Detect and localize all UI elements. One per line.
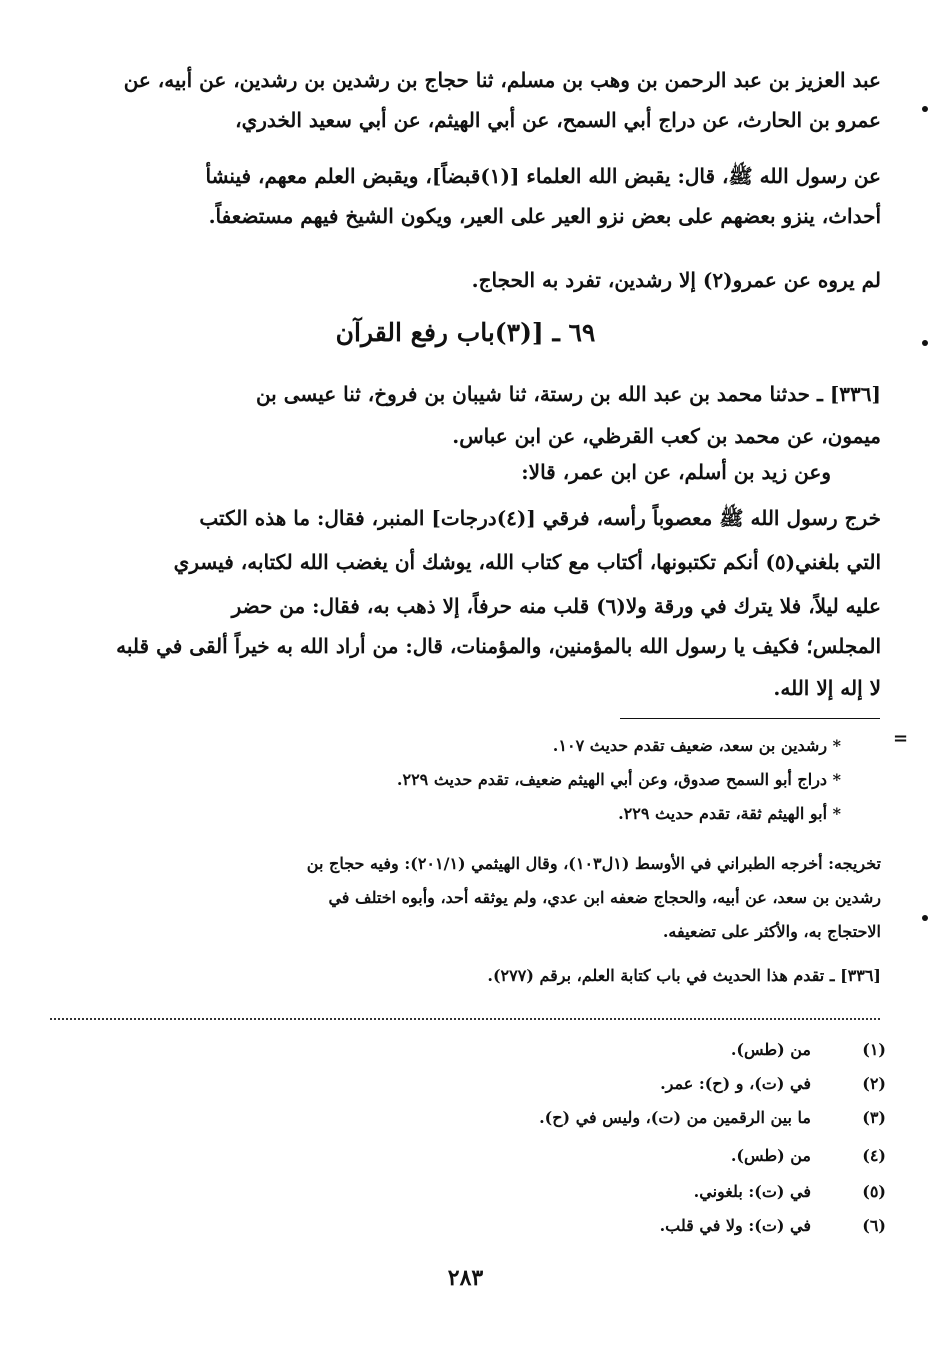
narrator-note: * دراج أبو السمح صدوق، وعن أبي الهيثم ضعيف، تقدم حديث ٢٢٩. [396,770,841,789]
footnote-text: ما بين الرقمين من (ت)، وليس في (ح). [539,1108,811,1127]
footnote [126,1212,886,1240]
scan-speck [922,915,928,921]
footnote-number: (٥) [862,1182,886,1201]
footnote-text: في (ت): بلغوني. [693,1182,811,1201]
hadith-number-line: [٣٣٦] ـ حدثنا محمد بن عبد الله بن رستة، ثنا شيبان بن فروخ، ثنا عيسى بن [255,382,881,406]
text-line: المجلس؛ فكيف يا رسول الله بالمؤمنين، والمؤمنات، قال: من أراد الله به خيراً ألقى في قلبه [116,634,881,658]
narrator-note: * أبو الهيثم ثقة، تقدم حديث ٢٢٩. [618,804,841,823]
text-line: التي بلغني(٥) أنكم تكتبونها، أكتاب مع كتاب الله، يوشك أن يغضب الله لكتابه، فيسري [173,550,881,574]
takhrij-line: رشدين بن سعد، عن أبيه، والحجاج ضعفه ابن عدي، ولم يوثقه أحد، وأبوه اختلف في [328,888,881,907]
footnote [126,1142,886,1170]
footnotes-divider [50,1018,880,1020]
text-line: أحداث، ينزو بعضهم على بعض نزو العير على العير، ويكون الشيخ فيهم مستضعفاً. [208,204,881,228]
takhrij-line: الاحتجاج به، والأكثر على تضعيفه. [662,922,881,941]
scan-speck [922,340,928,346]
text-line: لا إله إلا الله. [773,676,881,700]
footnote [126,1036,886,1064]
text-line: ميمون، عن محمد بن كعب القرظي، عن ابن عباس. [452,424,881,448]
footnote-number: (٢) [862,1074,886,1093]
takhrij-line: تخريجه: أخرجه الطبراني في الأوسط (١ل١٠٣)، وقال الهيثمي (٢٠١/١): وفيه حجاج بن [306,854,881,873]
scan-speck [922,106,928,112]
footnote [126,1104,886,1132]
notes-divider [620,718,880,719]
footnote-text: من (طس). [730,1146,811,1165]
text-line: خرج رسول الله ﷺ معصوباً رأسه، فرقي [(٤)درجات] المنبر، فقال: ما هذه الكتب [199,506,881,530]
text-line: عليه ليلاً، فلا يترك في ورقة ولا(٦) قلب منه حرفاً، إلا ذهب به، فقال: من حضر [231,594,881,618]
footnote-number: (٤) [862,1146,886,1165]
text-line: وعن زيد بن أسلم، عن ابن عمر، قالا: [521,460,831,484]
footnote-text: في (ت): ولا في قلب. [659,1216,811,1235]
chapter-heading: ٦٩ ـ [(٣)باب رفع القرآن [335,318,596,347]
footnote [126,1070,886,1098]
footnote-text: في (ت)، و (ح): عمر. [660,1074,811,1093]
footnote [126,1178,886,1206]
text-line: عن رسول الله ﷺ، قال: يقبض الله العلماء [(١)قبضاً]، ويقبض العلم معهم، فينشأ [205,164,881,188]
footnote-text: من (طس). [730,1040,811,1059]
footnote-number: (٦) [862,1216,886,1235]
text-line: عبد العزيز بن عبد الرحمن بن وهب بن مسلم، ثنا حجاج بن رشدين بن رشدين، عن أبيه، عن [123,68,881,92]
footnote-number: (٣) [862,1108,886,1127]
margin-mark: = [893,728,909,749]
text-line: لم يروه عن عمرو(٢) إلا رشدين، تفرد به الحجاج. [471,268,881,292]
narrator-note: * رشدين بن سعد، ضعيف تقدم حديث ١٠٧. [552,736,841,755]
page-number: ٢٨٣ [447,1265,484,1291]
text-line: عمرو بن الحارث، عن دراج أبي السمح، عن أبي الهيثم، عن أبي سعيد الخدري، [235,108,881,132]
footnote-number: (١) [862,1040,886,1059]
cross-reference: [٣٣٦] ـ تقدم هذا الحديث في باب كتابة العلم، برقم (٢٧٧). [487,966,881,985]
